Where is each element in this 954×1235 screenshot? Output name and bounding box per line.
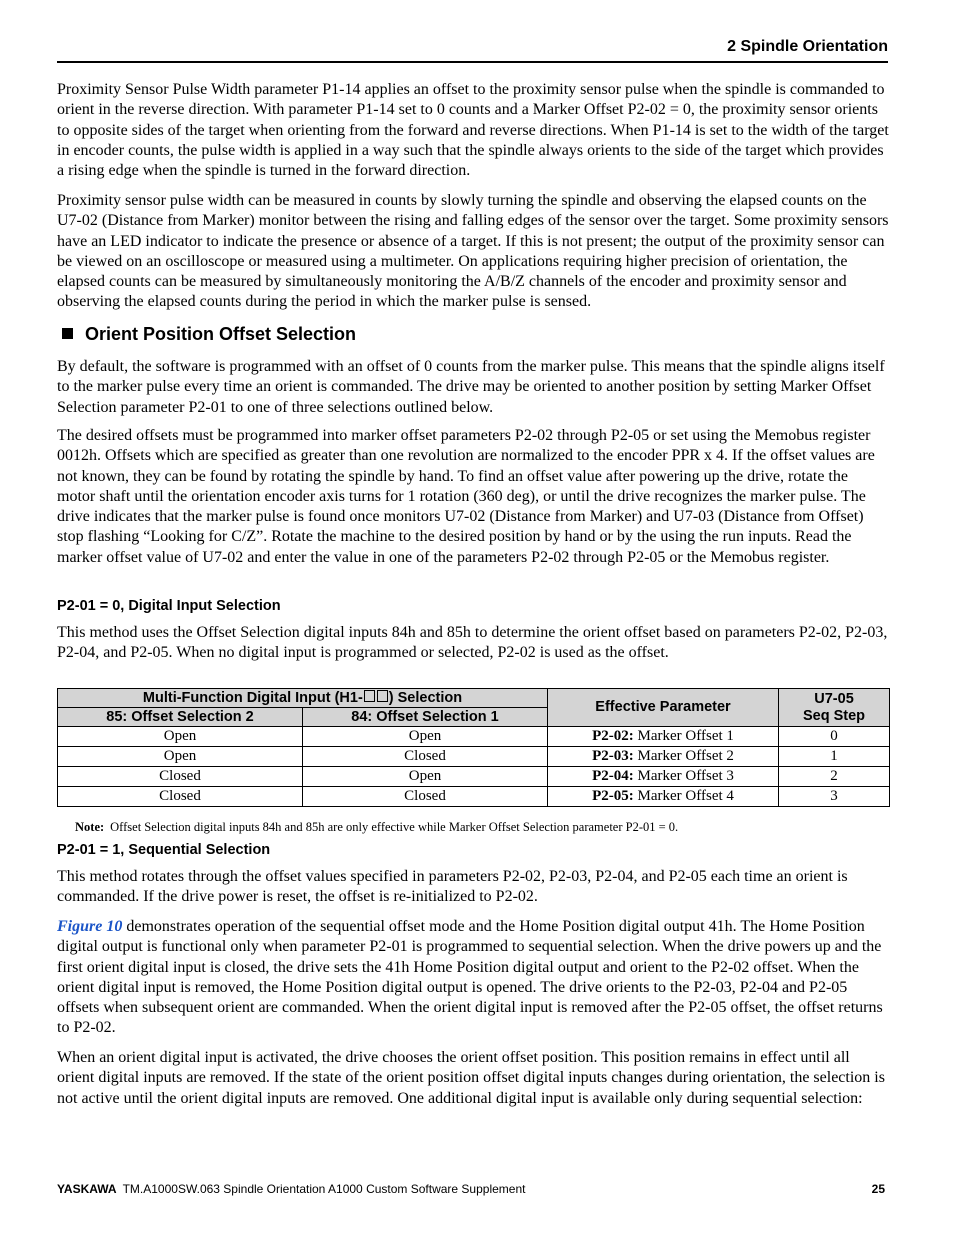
subheading-sequential-selection: P2-01 = 1, Sequential Selection bbox=[57, 842, 271, 858]
paragraph-default-offset: By default, the software is programmed with an offset of 0 counts from the marker pulse. This means that the spindle aligns itself to the marker pulse every time an orient is commanded. The drive may be oriented to another position by setting Marker Offset Selection parameter P2-01 to one of three selections outlined below. bbox=[57, 358, 885, 416]
table-header-seq-step: U7-05 Seq Step bbox=[779, 689, 890, 727]
cell-seq-step: 2 bbox=[779, 767, 890, 787]
footer-doc-title: TM.A1000SW.063 Spindle Orientation A1000 Custom Software Supplement bbox=[122, 1182, 526, 1196]
cell-seq-step: 1 bbox=[779, 747, 890, 767]
table-header-effective-parameter: Effective Parameter bbox=[548, 689, 779, 727]
cell-seq-step: 3 bbox=[779, 787, 890, 807]
placeholder-box-icon bbox=[364, 690, 375, 702]
cell-effective-parameter: P2-02: Marker Offset 1 bbox=[548, 727, 779, 747]
cell-offset-selection-2: Closed bbox=[58, 767, 303, 787]
page-header bbox=[57, 37, 888, 63]
cell-offset-selection-2: Closed bbox=[58, 787, 303, 807]
square-bullet-icon bbox=[62, 328, 73, 339]
cell-offset-selection-1: Closed bbox=[303, 787, 548, 807]
footer-brand: YASKAWA bbox=[57, 1182, 117, 1196]
paragraph-sequential-method: This method rotates through the offset values specified in parameters P2-02, P2-03, P2-04, and P2-05 each time an orient is commanded. If the drive power is reset, the offset is re-initialized to P2-02. bbox=[57, 868, 848, 906]
cell-offset-selection-1: Open bbox=[303, 767, 548, 787]
cell-offset-selection-2: Open bbox=[58, 727, 303, 747]
table-row bbox=[58, 787, 890, 807]
cell-effective-parameter: P2-03: Marker Offset 2 bbox=[548, 747, 779, 767]
table-header-offset-selection-2: 85: Offset Selection 2 bbox=[58, 708, 303, 727]
table-row bbox=[58, 767, 890, 787]
paragraph-orient-input: When an orient digital input is activated, the drive chooses the orient offset position. This position remains in effect until all orient digital inputs are removed. If the state of the orient position offset digital inputs changes during orientation, the selection is not active until the orient digital inputs are removed. One additional digital input is available only during sequential selection: bbox=[57, 1049, 885, 1107]
table-header-offset-selection-1: 84: Offset Selection 1 bbox=[303, 708, 548, 727]
table-note bbox=[75, 820, 678, 835]
section-title: 2 Spindle Orientation bbox=[727, 38, 888, 55]
note-text: Offset Selection digital inputs 84h and 85h are only effective while Marker Offset Selection parameter P2-01 = 0. bbox=[110, 820, 679, 834]
page-footer bbox=[57, 1182, 888, 1198]
section-heading-text: Orient Position Offset Selection bbox=[85, 324, 357, 344]
note-label: Note: bbox=[75, 820, 105, 834]
page-number: 25 bbox=[871, 1182, 885, 1196]
cell-offset-selection-2: Open bbox=[58, 747, 303, 767]
placeholder-box-icon bbox=[377, 690, 388, 702]
paragraph-digital-method: This method uses the Offset Selection digital inputs 84h and 85h to determine the orient offset based on parameters P2-02, P2-03, P2-04, and P2-05. When no digital input is programmed or selected, P2-02 is used as the offset. bbox=[57, 624, 888, 662]
subheading-digital-input-selection: P2-01 = 0, Digital Input Selection bbox=[57, 598, 281, 614]
cell-offset-selection-1: Closed bbox=[303, 747, 548, 767]
paragraph-figure-10: Figure 10 demonstrates operation of the sequential offset mode and the Home Position digital output 41h. The Home Position digital output is functional only when parameter P2-01 is programmed to sequential selection. When the drive powers up and the first orient digital input is closed, the drive sets the 41h Home Position digital output and orient to the P2-02 offset. When the orient digital input is removed, the Home Position digital output is opened. The drive orients to the P2-03, P2-04 and P2-05 offsets when subsequent orient are commanded. When the orient digital input is removed after the P2-05 offset, the offset returns to P2-02. bbox=[57, 918, 883, 1037]
figure-10-link[interactable]: Figure 10 bbox=[57, 918, 123, 935]
cell-effective-parameter: P2-04: Marker Offset 3 bbox=[548, 767, 779, 787]
cell-seq-step: 0 bbox=[779, 727, 890, 747]
section-heading bbox=[62, 324, 356, 345]
offset-selection-table bbox=[57, 688, 890, 807]
paragraph-proximity-pulse-width: Proximity Sensor Pulse Width parameter P1-14 applies an offset to the proximity sensor pulse when the spindle is commanded to orient in the reverse direction. With parameter P1-14 set to 0 counts and a Marker Offset P2-02 = 0, the proximity sensor orients to opposite sides of the target when orienting from the forward and reverse directions. When P1-14 is set to the width of the target in encoder counts, the pulse width is applied in a way such that the spindle always orients to the side of the target which provides a rising edge when the spindle is turned in the forward direction. bbox=[57, 81, 889, 180]
table-row bbox=[58, 747, 890, 767]
table-row bbox=[58, 727, 890, 747]
paragraph-desired-offsets: The desired offsets must be programmed into marker offset parameters P2-02 through P2-05 or set using the Memobus register 0012h. Offsets which are specified as greater than one revolution are normalized to the encoder PPR x 4. If the offset values are not known, they can be found by rotating the spindle by hand. To find an offset value after powering up the drive, rotate the motor shaft until the orientation encoder axis turns for 1 rotation (360 deg), or until the drive recognizes the marker pulse. The drive indicates that the marker pulse is found once monitors U7-02 (Distance from Marker) and U7-03 (Distance from Offset) stop flashing “Looking for C/Z”. Rotate the machine to the desired position by hand or by the using the run inputs. Read the marker offset value of U7-02 and enter the value in one of the parameters P2-02 through P2-05 or the Memobus register. bbox=[57, 427, 875, 566]
cell-offset-selection-1: Open bbox=[303, 727, 548, 747]
paragraph-pulse-measurement: Proximity sensor pulse width can be measured in counts by slowly turning the spindle and observing the elapsed counts on the U7-02 (Distance from Marker) monitor between the rising and falling edges of the sensor over the target. Some proximity sensors have an LED indicator to indicate the presence or absence of a target. If this is not present; the output of the proximity sensor can be viewed on an oscilloscope or measured using a multimeter. On applications requiring higher precision of orientation, the elapsed counts can be measured by simultaneously monitoring the A/B/Z channels of the encoder and proximity sensor and observing the elapsed counts during the period in which the marker pulse is sensed. bbox=[57, 192, 889, 311]
cell-effective-parameter: P2-05: Marker Offset 4 bbox=[548, 787, 779, 807]
table-group-header: Multi-Function Digital Input (H1- ) Selection bbox=[58, 689, 548, 708]
